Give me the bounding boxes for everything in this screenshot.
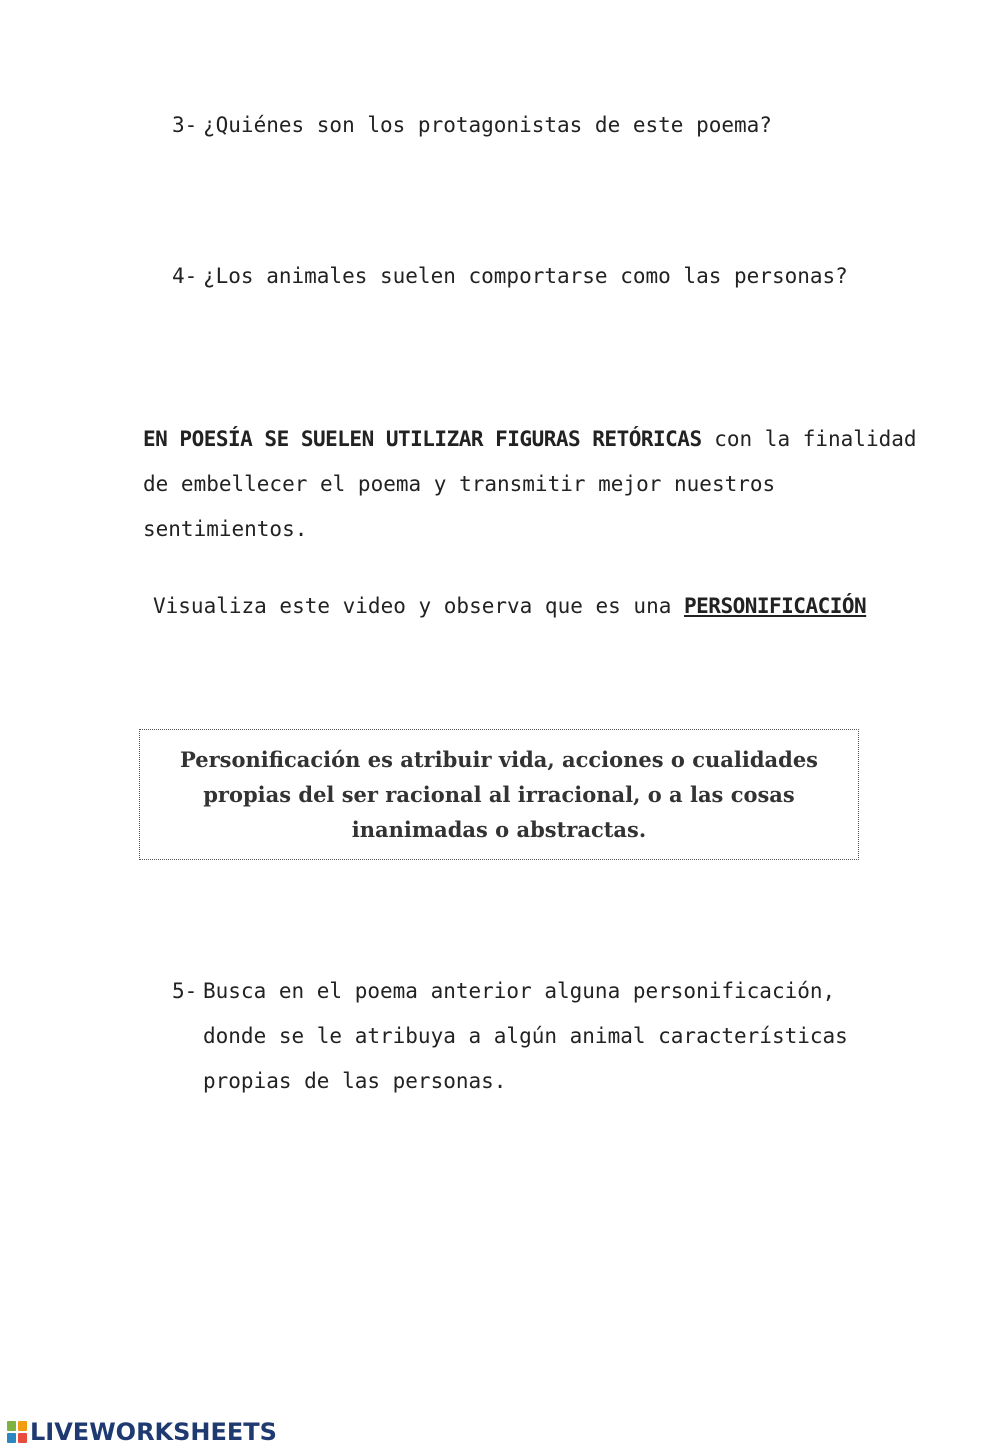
question-4-text: ¿Los animales suelen comportarse como las personas?: [203, 264, 848, 288]
liveworksheets-logo-icon: [6, 1420, 28, 1444]
definition-text: Personificación es atribuir vida, acciones o cualidades propias del ser racional al irracional, o a las cosas inanimadas o abstractas.: [180, 747, 818, 842]
video-instruction-text: Visualiza este video y observa que es una: [153, 594, 685, 618]
question-3: [172, 102, 772, 148]
question-3-text: ¿Quiénes son los protagonistas de este poema?: [203, 113, 772, 137]
video-instruction: [153, 586, 866, 626]
personificacion-link[interactable]: PERSONIFICACIÓN: [684, 594, 867, 618]
question-4-number: 4-: [172, 264, 198, 288]
question-4: [172, 253, 848, 299]
footer-brand-text: LIVEWORKSHEETS: [30, 1418, 277, 1446]
question-5-number: 5-: [172, 979, 198, 1003]
definition-box: [139, 729, 859, 860]
footer-logo: [6, 1418, 277, 1446]
question-5: [172, 969, 903, 1104]
question-5-text: Busca en el poema anterior alguna personificación, donde se le atribuya a algún animal características propias de las personas.: [203, 979, 848, 1093]
intro-rest: con la finalidad de embellecer el poema y transmitir mejor nuestros sentimientos.: [143, 427, 917, 541]
intro-highlight: EN POESÍA SE SUELEN UTILIZAR FIGURAS RETÓRICAS: [143, 427, 702, 451]
intro-paragraph: [143, 417, 943, 552]
question-3-number: 3-: [172, 113, 198, 137]
